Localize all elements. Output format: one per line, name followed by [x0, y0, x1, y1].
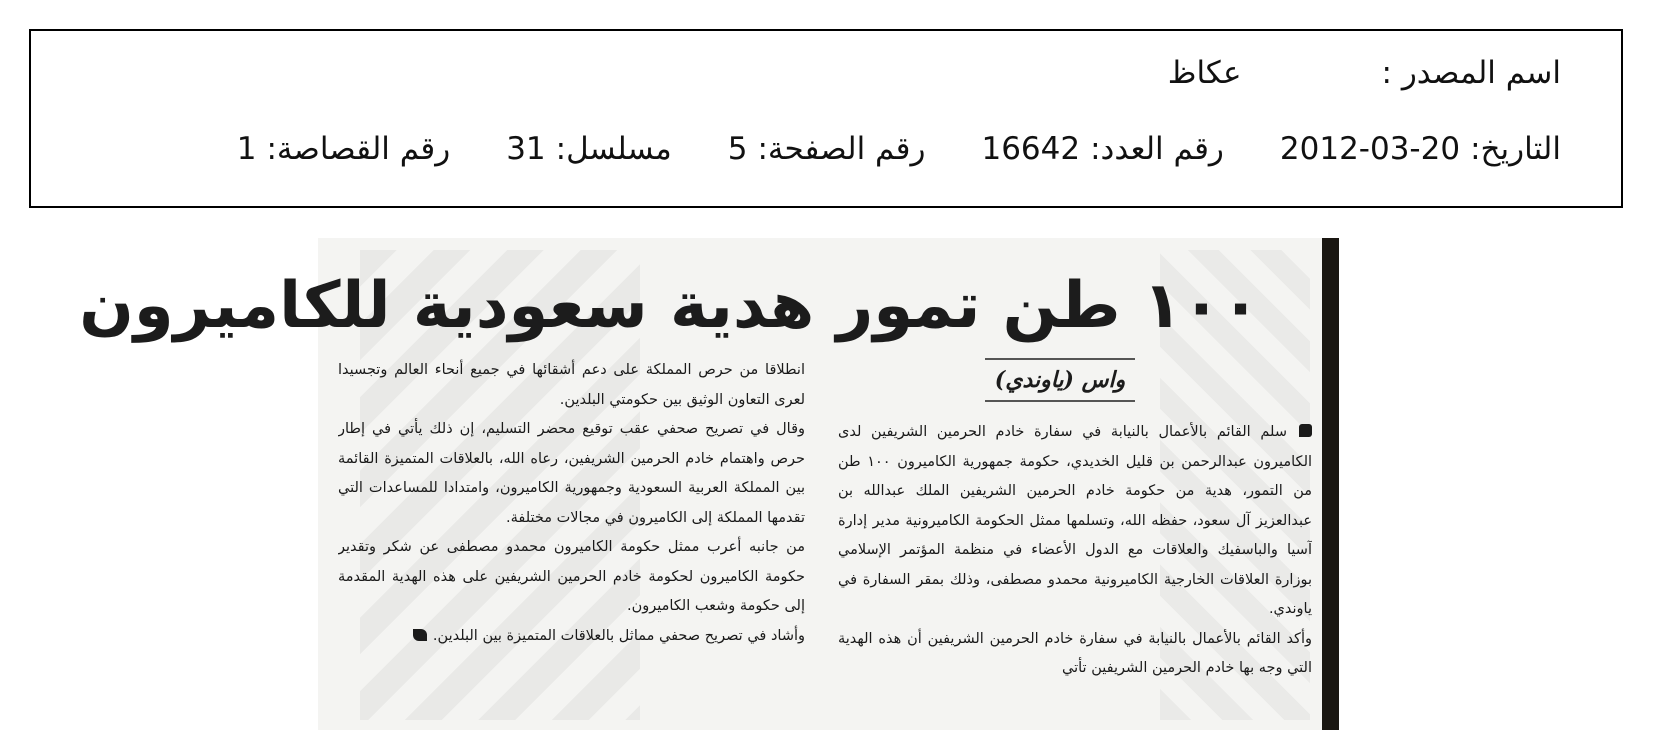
clip-number-value: 1: [236, 131, 257, 167]
serial-field: [506, 131, 672, 167]
date-field: [1280, 131, 1561, 167]
page-field: [728, 131, 926, 167]
issue-field: [981, 131, 1223, 167]
clip-number-label: رقم القصاصة:: [266, 131, 451, 167]
article-paragraph: وقال في تصريح صحفي عقب توقيع محضر التسليم، إن ذلك يأتي في إطار حرص واهتمام خادم الحرمين الشريفين، رعاه الله، بالعلاقات المتميزة القائمة بين المملكة العربية السعودية وجمهورية الكاميرون، وامتدادا للمساعدات التي تقدمها المملكة إلى الكاميرون في مجالات مختلفة.: [338, 421, 805, 526]
article-paragraph: من جانبه أعرب ممثل حكومة الكاميرون محمدو مصطفى عن شكر وتقدير حكومة الكاميرون لحكومة خادم الحرمين الشريفين على هذه الهدية المقدمة إلى حكومة وشعب الكاميرون.: [338, 539, 805, 614]
source-value-field: [1168, 55, 1242, 91]
page-label: رقم الصفحة:: [757, 131, 926, 167]
clipping-metadata-box: [29, 29, 1623, 208]
article-byline: واس (ياوندي): [985, 358, 1135, 402]
metadata-details-line: [71, 127, 1561, 171]
article-paragraph: سلم القائم بالأعمال بالنيابة في سفارة خادم الحرمين الشريفين لدى الكاميرون عبدالرحمن بن قليل الخديدي، حكومة جمهورية الكاميرون ١٠٠ طن من التمور، هدية من حكومة خادم الحرمين الشريفين الملك عبدالله بن عبدالعزيز آل سعود، حفظه الله، وتسلمها ممثل الحكومة الكاميرونية مدير إدارة آسيا والباسفيك والعلاقات مع الدول الأعضاء في منظمة المؤتمر الإسلامي بوزارة العلاقات الخارجية الكاميرونية محمدو مصطفى، وذلك بمقر السفارة في ياوندي.: [838, 418, 1312, 625]
page-value: 5: [727, 131, 748, 167]
article-paragraph: انطلاقا من حرص المملكة على دعم أشقائها في جميع أنحاء العالم وتجسيدا لعرى التعاون الوثيق بين حكومتي البلدين.: [338, 362, 805, 408]
article-paragraph: وأكد القائم بالأعمال بالنيابة في سفارة خادم الحرمين الشريفين أن هذه الهدية التي وجه بها خادم الحرمين الشريفين تأتي: [838, 630, 1312, 676]
clip-number-field: [237, 131, 450, 167]
date-value: 2012-03-20: [1279, 131, 1461, 167]
end-of-article-icon: [413, 629, 427, 641]
issue-label: رقم العدد:: [1090, 131, 1224, 167]
article-column-left: [338, 356, 805, 718]
source-value: عكاظ: [1167, 55, 1242, 91]
serial-value: 31: [506, 131, 546, 167]
serial-label: مسلسل:: [555, 131, 672, 167]
source-label: اسم المصدر :: [1381, 55, 1561, 91]
date-label: التاريخ:: [1470, 131, 1561, 167]
source-field: [1372, 55, 1561, 91]
article-headline: ١٠٠ طن تمور هدية سعودية للكاميرون: [79, 269, 1260, 343]
article-paragraph-last: [338, 622, 805, 652]
article-closing-text: وأشاد في تصريح صحفي مماثل بالعلاقات المتميزة بين البلدين.: [432, 627, 805, 644]
issue-value: 16642: [981, 131, 1081, 167]
article-column-right: [838, 418, 1312, 723]
metadata-source-line: [71, 51, 1561, 95]
clipping-dark-edge: [1322, 238, 1339, 730]
